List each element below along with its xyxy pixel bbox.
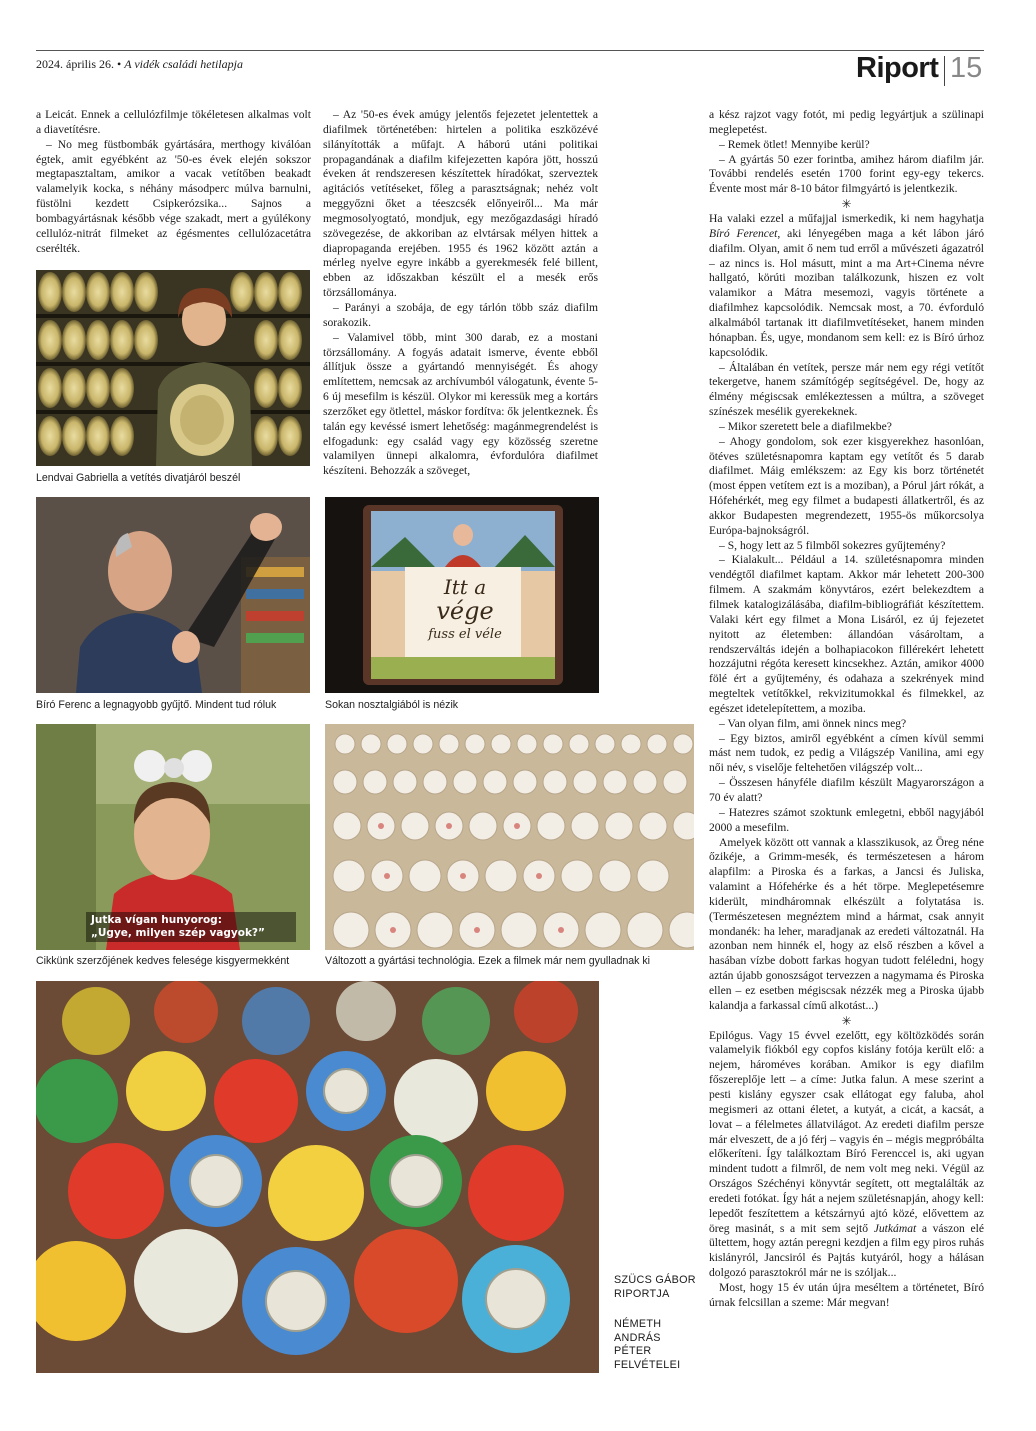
photo-film-canisters-white	[325, 724, 694, 950]
name-italic: Bíró Ferencet	[709, 226, 778, 240]
photo-caption: Változott a gyártási technológia. Ezek a filmek már nem gyulladnak ki	[325, 955, 651, 967]
paragraph: Ha valaki ezzel a műfajjal ismerkedik, ki nem hagyhatja Bíró Ferencet, aki lényegében maga a két lábon járó diafilm. Olyan, amit ő nem tud erről a művészeti ágazatról – az nincs is. Hol másutt, mint a ma Art+Cinema névre hallgató, körúti moziban találkozunk, hiszen ez volt valamikor a Mátra mesemozi, vagyis története a diafilmhez kapcsolódik. Nemcsak most, a 70. évforduló alkalmából tartanak itt diafilmvetítéseket, hanem minden hónapban. És, ugye, mondanom sem kell: ez is Bíró úrhoz kapcsolódik.	[709, 212, 984, 359]
byline-line: SZÜCS GÁBOR	[614, 1274, 696, 1286]
issue-date-line	[36, 57, 243, 72]
photo-biro-ferenc	[36, 497, 310, 693]
paragraph: – Az '50-es évek amúgy jelentős fejezetet jelentettek a diafilmek történetében: hirtelen a politika eszközévé silányították a műfajt. A háború utáni politikai propagandának a diafilm kifejezetten kapóra jött, hosszú éveken át rendszeresen készítettek híradókat, szerveztek agitációs vetítéseket, főleg a parasztságnak; nehéz volt meggyőzni őket a téeszcsék előnyeiről... Ma már megmosolyogtató, mondjuk, egy mezőgazdasági híradó szövegezése, de akkoriban az elvtársak mélyen hittek a diapropaganda erejében. 1955 és 1962 között aztán a mérleg nyelve egyre inkább a gyerekmesék felé billent, ebben az időszakban készült el a mesék erős törzsállománya.	[323, 108, 598, 300]
paragraph: – S, hogy lett az 5 filmből sokezres gyűjtemény?	[719, 538, 946, 552]
paragraph: Epilógus. Vagy 15 évvel ezelőtt, egy költözködés során valamelyik fiókból egy copfos kislány fotója került elő: a nejem, hároméves korában. Amikor is egy diafilm főszereplője lett – a címe: Jutka falun. A mese szerint a pesti kislány egyszer csak ellátogat egy faluba, ahol megismeri az ottani életet, a kutyát, a cicát, a kacsát, a lovat – a félelmetes állatvilágot. Az eredeti diafilm persze már elveszett, de a jó férj – vagyis én – mégis megpróbálta előkeríteni. Így találkoztam Bíró Ferenccel is, aki ugyan mindent tudott a filmről, de nem volt meg neki. Végül az Országos Széchényi könyvtár segített, ott megtalálták az eredeti fotókat. Így hát a nejem születésnapján, ahogy kell: lepedőt feszítettem a kétszárnyú ajtó közé, elővettem az öreg masinát, s a mit sem sejtő Jutkámat a vászon elé ültettem, hogy aztán peregni kezdjen a film egy piros ruhás kislányról, Jancsiról és Pajtás kutyáról, hogy a hálásan dolgozó parasztokról már ne is szóljak...	[709, 1028, 984, 1280]
paragraph: a Leicát. Ennek a cellulózfilmje tökéletesen alkalmas volt a diavetítésre.	[36, 108, 311, 136]
photo-credit	[614, 1318, 680, 1372]
name-italic: Jutkámat	[873, 1221, 917, 1235]
paragraph: – Parányi a szobája, de egy tárlón több száz diafilm sorakozik.	[323, 300, 598, 329]
section-divider-star: ✳	[841, 197, 852, 212]
paragraph: – Összesen hányféle diafilm készült Magyarországon a 70 év alatt?	[709, 776, 984, 804]
paragraph: – Van olyan film, ami önnek nincs meg?	[719, 716, 907, 730]
slide-caption-line: „Ugye, milyen szép vagyok?”	[91, 927, 265, 939]
credit-line: ANDRÁS	[614, 1331, 661, 1344]
section-divider-star: ✳	[841, 1013, 852, 1028]
credit-line: PÉTER	[614, 1345, 652, 1357]
slide-text-line: fuss el véle	[428, 627, 502, 642]
photo-jutka-slide	[36, 724, 310, 950]
tagline: A vidék családi hetilapja	[124, 57, 243, 71]
section-title: Riport	[856, 52, 939, 84]
paragraph: – Valamivel több, mint 300 darab, ez a mostani törzsállomány. A fogyás adatait ismerve, évente ebből állítjuk össze a gyártandó mennyiségét. És ahogy említettem, nemcsak az archívumból válogatunk, évente 5-6 új mesefilm is készül. Olykor mi keressük meg a kortárs szerzőket egy ötlettel, máskor fordítva: ők jelentkeznek. És talán egy kevéssé ismert lehetőség: magánmegrendelést is elfogadunk: egy család vagy egy közösség szeretne valamilyen ünnepi alkalomra, évfordulóra diafilmet készíteni. Behozzák a szöveget,	[323, 330, 598, 478]
column-1-text	[36, 108, 311, 256]
byline	[614, 1274, 696, 1301]
header-rule	[36, 50, 984, 51]
paragraph: – Egy biztos, amiről egyébként a címen kívül semmi mást nem tudok, ez pedig a Világszép Vanilina, ami egy női név, s viselője feltehetően világszép volt...	[709, 731, 984, 775]
page-number: 15	[950, 52, 983, 84]
slide-caption-line: Jutka vígan hunyorog:	[91, 914, 222, 926]
column-2-text	[323, 108, 598, 479]
paragraph: – Mikor szeretett bele a diafilmekbe?	[719, 419, 892, 433]
photo-projected-slide	[325, 497, 599, 693]
photo-caption: Sokan nosztalgiából is nézik	[325, 699, 459, 711]
column-3-text	[709, 108, 984, 1311]
issue-date: 2024. április 26.	[36, 57, 114, 71]
paragraph: Most, hogy 15 év után újra meséltem a történetet, Bíró úrnak felcsillan a szeme: Már megvan!	[709, 1280, 984, 1309]
photo-caption: Bíró Ferenc a legnagyobb gyűjtő. Mindent tud róluk	[36, 699, 277, 711]
paragraph: – A gyártás 50 ezer forintba, amihez három diafilm jár. További rendelés esetén 1700 forint egy-egy tekercs. Évente most már 8-10 bátor filmgyártó is jelentkezik.	[709, 152, 984, 196]
paragraph: – Kialakult... Például a 14. születésnapomra minden vendégtől diafilmet kaptam. Akkor már lehetett 200-300 filmem. A szakmám könyvtáros, ezért belekezdtem a filmek katalogizálásába, diafilm-bibliográfiát készítettem. Valaki kért egy filmet a Mona Lisáról, ez új fejezetet nyitott az életemben: állandóan vásároltam, a rendszerváltás idején a bolhapiacokon fillérekért lehetett hozzájutni régóta keresett kincsekhez. Aztán, amikor 4000 fölé ért a gyűjtemény, és odahaza a szekrények mind megteltek vetítőkkel, rekvizitumokkal és filmekkel, az egészet idetelepítettem, a moziba.	[709, 553, 984, 715]
header-separator	[944, 56, 945, 86]
byline-line: RIPORTJA	[614, 1287, 670, 1300]
photo-caption: Lendvai Gabriella a vetítés divatjáról beszél	[36, 472, 241, 484]
paragraph: – Remek ötlet! Mennyibe kerül?	[719, 137, 870, 151]
paragraph: – Általában én vetítek, persze már nem egy régi vetítőt tekergetve, hanem számítógép segítségével. De, hogy az élmény mégiscsak emlékeztessen a múltra, a szöveget színészek mesélik gyerekeknek.	[709, 360, 984, 419]
photo-lendvai-gabriella	[36, 270, 310, 466]
paragraph: Amelyek között ott vannak a klasszikusok, az Öreg néne őzikéje, a Grimm-mesék, és természetesen a három alapfilm: a Piroska és a farkas, a Jancsi és Juliska, valamint a Hófehérke és a hét törpe. Meglepetésemre kiderült, mindháromnak elkészült a folytatása is. (Természetesen megnéztem mind a hármat, csak annyit mondanék: ha leher, maradjanak az eredeti változatnál. Ha azonban nem hinnék el, hogy az első részben a kővel a hasában vízbe dobott farkas hogyan tudott feléledni, hogy aztán újabb gonoszságot tervezzen a nagymama és Piroska ellen – ez esetben mégiscsak nézzék meg a Piroska újabb kalandja a farkassal című alkotást...)	[709, 835, 984, 1012]
credit-line: NÉMETH	[614, 1318, 662, 1330]
paragraph: – No meg füstbombák gyártására, merthogy kiválóan égtek, amit egyébként az '50-es évek elején sokszor megtapasztaltam, amikor a vacak vetítőben beakadt valamelyik kocka, s néhány másodperc múlva barnulni, füstölni kezdett Csipkerózsika... Sajnos a bombagyártásnak később vége szakadt, mert a gyúlékony cellulóz-nitrát filmeket az égésmentes cellulózacetátra cserélték.	[36, 137, 311, 255]
paragraph: a kész rajzot vagy fotót, mi pedig legyártjuk a szülinapi meglepetést.	[709, 108, 984, 136]
credit-line: FELVÉTELEI	[614, 1358, 681, 1371]
slide-text-line: vége	[436, 597, 494, 625]
date-bullet: •	[117, 57, 122, 71]
slide-text-line: Itt a	[443, 575, 487, 599]
paragraph: – Hatezres számot szoktunk emlegetni, ebből nagyjából 2000 a mesefilm.	[709, 805, 984, 834]
photo-film-canisters-colorful	[36, 981, 599, 1373]
photo-caption: Cikkünk szerzőjének kedves felesége kisgyermekként	[36, 955, 290, 967]
paragraph: – Ahogy gondolom, sok ezer kisgyerekhez hasonlóan, ötéves születésnapomra kaptam egy vetítőt és 5 darab diafilmet. Máig emlékszem: az Egy kis borz történetét (most éppen vetítem ezt is a moziban), a Pórul járt rókát, a Hófehérkét, meg egy filmet a budapesti állatkertről, és az akkor Budapesten megrendezett, 1955-ös műkorcsolya Európa-bajnokságról.	[709, 434, 984, 537]
